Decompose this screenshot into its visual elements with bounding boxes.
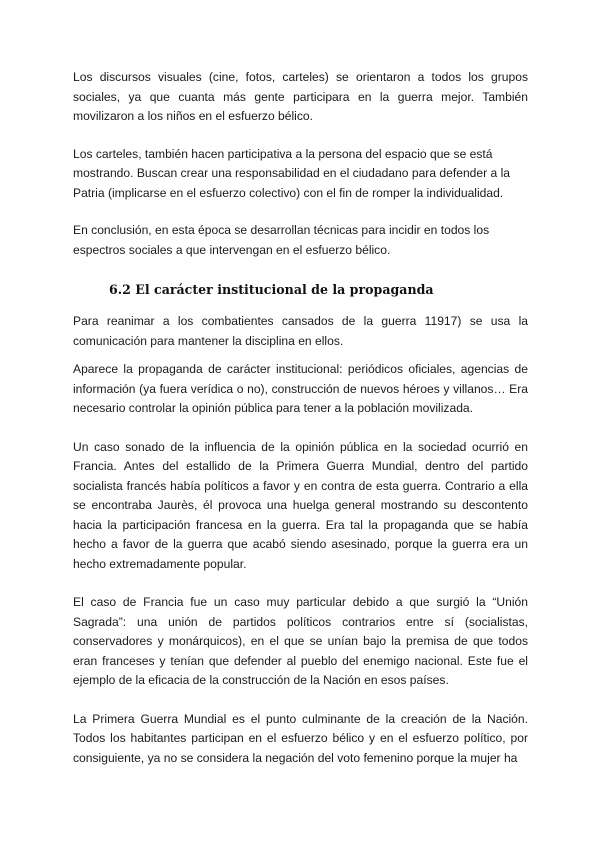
document-page <box>73 68 528 768</box>
paragraph-combatants: Para reanimar a los combatientes cansados de la guerra 11917) se usa la comunicación para mantener la disciplina en ellos. <box>73 314 528 348</box>
paragraph-sacred-union: El caso de Francia fue un caso muy particular debido a que surgió la “Unión Sagrada”: una unión de partidos políticos contrarios entre sí (socialistas, conservadores y monárquicos), en el que se unían bajo la premisa de que todos eran franceses y tenían que defender al pueblo del enemigo nacional. Este fue el ejemplo de la eficacia de la construcción de la Nación en esos países. <box>73 595 528 687</box>
paragraph-institutional-propaganda: Aparece la propaganda de carácter institucional: periódicos oficiales, agencias de información (ya fuera verídica o no), construcción de nuevos héroes y villanos… Era necesario controlar la opinión pública para tener a la población movilizada. <box>73 362 528 415</box>
paragraph-posters: Los carteles, también hacen participativa a la persona del espacio que se está mostrando. Buscan crear una responsabilidad en el ciudadano para defender a la Patria (implicarse en el esfuerzo colectivo) con el fin de romper la individualidad. <box>73 146 511 200</box>
paragraph-visual-discourses: Los discursos visuales (cine, fotos, carteles) se orientaron a todos los grupos sociales, ya que cuanta más gente participara en la guerra mejor. También movilizaron a los niños en el esfuerzo bélico. <box>73 70 528 123</box>
paragraph-france-case: Un caso sonado de la influencia de la opinión pública en la sociedad ocurrió en Francia. Antes del estallido de la Primera Guerra Mundial, dentro del partido socialista francés había políticos a favor y en contra de esta guerra. Contrario a ella se encontraba Jaurès, él provoca una huelga general mostrando su descontento hacia la participación francesa en la guerra. Era tal la propaganda que se había hecho a favor de la guerra que acabó siendo asesinado, porque la guerra era un hecho extremadamente popular. <box>73 439 528 571</box>
section-heading: 6.2 El carácter institucional de la propaganda <box>109 282 434 297</box>
paragraph-conclusion: En conclusión, en esta época se desarrollan técnicas para incidir en todos los espectros sociales a que intervengan en el esfuerzo bélico. <box>73 223 490 257</box>
paragraph-first-world-war: La Primera Guerra Mundial es el punto culminante de la creación de la Nación. Todos los habitantes participan en el esfuerzo bélico y en el esfuerzo político, por consiguiente, ya no se considera la negación del voto femenino porque la mujer ha <box>73 711 528 765</box>
